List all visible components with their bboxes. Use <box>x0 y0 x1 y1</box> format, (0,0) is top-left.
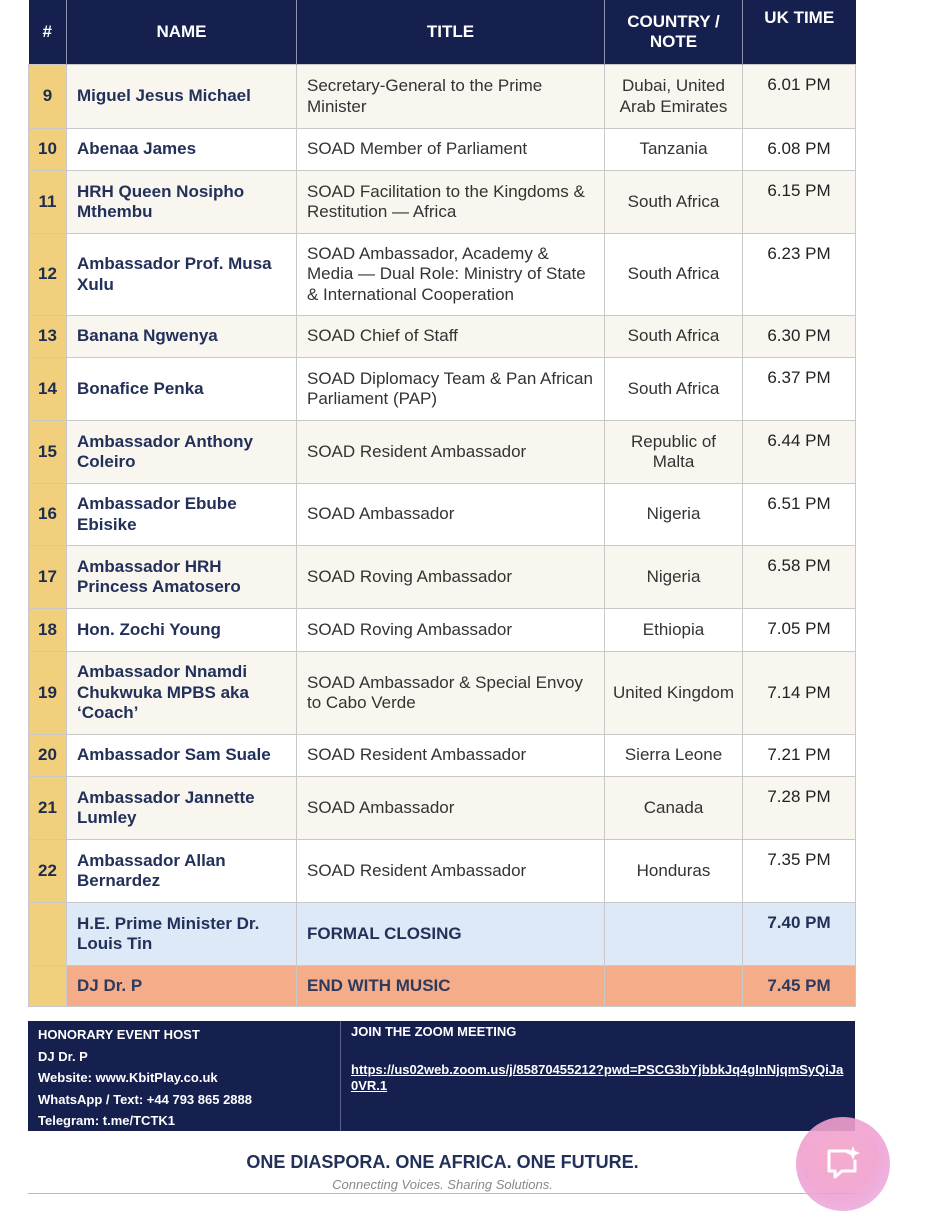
speaker-country: South Africa <box>605 171 743 234</box>
speaker-time: 6.15 PM <box>743 171 856 234</box>
speaker-title: SOAD Ambassador, Academy & Media — Dual Role: Ministry of State & International Cooperation <box>297 234 605 316</box>
closing-title: FORMAL CLOSING <box>297 903 605 966</box>
speaker-name: Ambassador Nnamdi Chukwuka MPBS aka ‘Coach’ <box>67 652 297 735</box>
schedule-page <box>28 0 855 1007</box>
speaker-time: 7.35 PM <box>743 840 856 903</box>
speaker-country: South Africa <box>605 358 743 421</box>
header-title: TITLE <box>297 0 605 65</box>
table-row <box>29 777 856 840</box>
speaker-time: 6.44 PM <box>743 421 856 484</box>
row-number: 20 <box>29 735 67 777</box>
table-row <box>29 358 856 421</box>
row-number-empty <box>29 966 67 1007</box>
closing-time: 7.40 PM <box>743 903 856 966</box>
host-name: DJ Dr. P <box>38 1048 88 1064</box>
table-row <box>29 609 856 652</box>
speaker-time: 6.23 PM <box>743 234 856 316</box>
schedule-table <box>28 0 856 1007</box>
speaker-name: Abenaa James <box>67 129 297 171</box>
table-row <box>29 421 856 484</box>
speaker-country: Tanzania <box>605 129 743 171</box>
row-number: 15 <box>29 421 67 484</box>
speaker-country: Dubai, United Arab Emirates <box>605 65 743 129</box>
table-row <box>29 546 856 609</box>
table-row <box>29 840 856 903</box>
row-number: 10 <box>29 129 67 171</box>
closing-country-empty <box>605 903 743 966</box>
speaker-time: 6.51 PM <box>743 484 856 546</box>
speaker-time: 7.14 PM <box>743 652 856 735</box>
speaker-time: 7.21 PM <box>743 735 856 777</box>
speaker-name: Ambassador Jannette Lumley <box>67 777 297 840</box>
speaker-country: South Africa <box>605 234 743 316</box>
speaker-title: SOAD Resident Ambassador <box>297 421 605 484</box>
tagline: Connecting Voices. Sharing Solutions. <box>332 1177 553 1192</box>
row-number: 12 <box>29 234 67 316</box>
music-country-empty <box>605 966 743 1007</box>
header-country: COUNTRY / NOTE <box>605 0 743 65</box>
table-header-row <box>29 0 856 65</box>
speaker-title: SOAD Ambassador <box>297 777 605 840</box>
table-row <box>29 735 856 777</box>
speaker-title: SOAD Resident Ambassador <box>297 840 605 903</box>
row-number: 16 <box>29 484 67 546</box>
chat-sparkle-icon <box>823 1143 863 1183</box>
music-title: END WITH MUSIC <box>297 966 605 1007</box>
speaker-name: Ambassador Prof. Musa Xulu <box>67 234 297 316</box>
header-name: NAME <box>67 0 297 65</box>
speaker-title: SOAD Roving Ambassador <box>297 546 605 609</box>
speaker-title: SOAD Ambassador <box>297 484 605 546</box>
table-row <box>29 652 856 735</box>
speaker-title: SOAD Facilitation to the Kingdoms & Restitution — Africa <box>297 171 605 234</box>
row-number-empty <box>29 903 67 966</box>
row-number: 19 <box>29 652 67 735</box>
host-info <box>38 1024 338 1132</box>
header-num: # <box>29 0 67 65</box>
speaker-country: Canada <box>605 777 743 840</box>
row-number: 14 <box>29 358 67 421</box>
table-row <box>29 484 856 546</box>
row-number: 17 <box>29 546 67 609</box>
slogan: ONE DIASPORA. ONE AFRICA. ONE FUTURE. <box>246 1152 639 1172</box>
speaker-name: Ambassador Allan Bernardez <box>67 840 297 903</box>
speaker-country: Republic of Malta <box>605 421 743 484</box>
speaker-name: Ambassador Anthony Coleiro <box>67 421 297 484</box>
table-row <box>29 171 856 234</box>
table-row <box>29 65 856 129</box>
speaker-name: Ambassador HRH Princess Amatosero <box>67 546 297 609</box>
bottom-divider <box>28 1193 855 1194</box>
speaker-name: Bonafice Penka <box>67 358 297 421</box>
host-heading: HONORARY EVENT HOST <box>38 1027 200 1042</box>
speaker-time: 7.28 PM <box>743 777 856 840</box>
chat-fab-button[interactable] <box>796 1117 890 1211</box>
row-number: 13 <box>29 316 67 358</box>
row-number: 18 <box>29 609 67 652</box>
row-number: 21 <box>29 777 67 840</box>
table-row <box>29 129 856 171</box>
speaker-time: 6.01 PM <box>743 65 856 129</box>
speaker-name: Ambassador Ebube Ebisike <box>67 484 297 546</box>
speaker-title: SOAD Ambassador & Special Envoy to Cabo Verde <box>297 652 605 735</box>
speaker-country: Honduras <box>605 840 743 903</box>
footer-divider <box>340 1021 341 1131</box>
speaker-time: 6.08 PM <box>743 129 856 171</box>
table-row <box>29 234 856 316</box>
speaker-name: HRH Queen Nosipho Mthembu <box>67 171 297 234</box>
row-number: 22 <box>29 840 67 903</box>
speaker-name: Miguel Jesus Michael <box>67 65 297 129</box>
zoom-info <box>351 1024 846 1094</box>
speaker-country: United Kingdom <box>605 652 743 735</box>
row-number: 11 <box>29 171 67 234</box>
closing-row <box>29 903 856 966</box>
speaker-title: SOAD Roving Ambassador <box>297 609 605 652</box>
speaker-country: South Africa <box>605 316 743 358</box>
host-whatsapp: WhatsApp / Text: +44 793 865 2888 <box>38 1091 252 1107</box>
music-name: DJ Dr. P <box>67 966 297 1007</box>
speaker-country: Nigeria <box>605 484 743 546</box>
zoom-link[interactable]: https://us02web.zoom.us/j/85870455212?pwd=PSCG3bYjbbkJq4gInNjqmSyQiJa0VR.1 <box>351 1062 844 1093</box>
speaker-title: SOAD Diplomacy Team & Pan African Parliament (PAP) <box>297 358 605 421</box>
row-number: 9 <box>29 65 67 129</box>
closing-name: H.E. Prime Minister Dr. Louis Tin <box>67 903 297 966</box>
speaker-name: Banana Ngwenya <box>67 316 297 358</box>
speaker-name: Hon. Zochi Young <box>67 609 297 652</box>
table-row <box>29 316 856 358</box>
speaker-title: Secretary-General to the Prime Minister <box>297 65 605 129</box>
header-time: UK TIME <box>743 0 856 65</box>
footer-info-box <box>28 1021 855 1131</box>
host-website: Website: www.KbitPlay.co.uk <box>38 1070 218 1085</box>
speaker-name: Ambassador Sam Suale <box>67 735 297 777</box>
speaker-time: 6.37 PM <box>743 358 856 421</box>
music-time: 7.45 PM <box>743 966 856 1007</box>
speaker-title: SOAD Resident Ambassador <box>297 735 605 777</box>
music-row <box>29 966 856 1007</box>
speaker-country: Nigeria <box>605 546 743 609</box>
speaker-time: 6.30 PM <box>743 316 856 358</box>
speaker-country: Sierra Leone <box>605 735 743 777</box>
speaker-title: SOAD Chief of Staff <box>297 316 605 358</box>
speaker-time: 6.58 PM <box>743 546 856 609</box>
host-telegram: Telegram: t.me/TCTK1 <box>38 1113 176 1128</box>
speaker-country: Ethiopia <box>605 609 743 652</box>
speaker-time: 7.05 PM <box>743 609 856 652</box>
speaker-title: SOAD Member of Parliament <box>297 129 605 171</box>
zoom-heading: JOIN THE ZOOM MEETING <box>351 1024 517 1039</box>
